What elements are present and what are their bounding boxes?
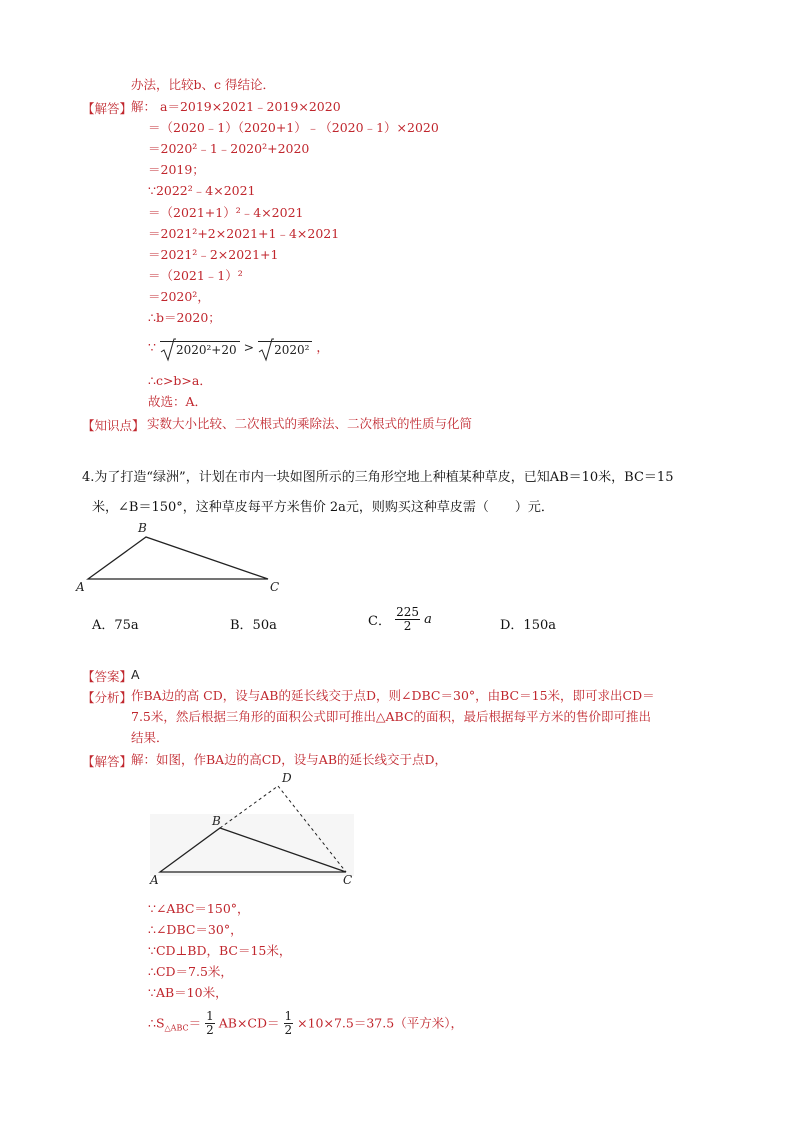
- solution-tag-2: 【解答】: [82, 754, 133, 769]
- step-4: ∵AB＝10米，: [148, 985, 228, 1000]
- sqrt-right: 2020²: [258, 338, 312, 358]
- area-formula: $\therefore S_{\triangle ABC}=$ $\frac{1}{2}$ AB×CD＝ $\frac{1}{2}$ ×10×7.5＝37.5（平方米），: [148, 1009, 463, 1037]
- option-a: A．75a: [92, 618, 139, 633]
- answer-value: A: [131, 667, 140, 682]
- analysis-line-1: 作BA边的高 CD，设与AB的延长线交于点D，则∠DBC＝30°，由BC＝15米，即可求出CD＝: [131, 688, 655, 703]
- solution-line-6: ＝2021²+2×2021+1﹣4×2021: [148, 226, 340, 241]
- analysis-line-3: 结果．: [131, 730, 169, 745]
- solution-line-4: ∵2022²﹣4×2021: [148, 183, 256, 198]
- solution-intro: 解：如图，作BA边的高CD，设与AB的延长线交于点D，: [131, 752, 448, 767]
- option-b: B．50a: [230, 618, 277, 633]
- fig2-label-c: C: [343, 873, 353, 887]
- greater-than: >: [243, 339, 255, 355]
- sqrt-sign-icon: [258, 338, 274, 362]
- solution-line-9: ＝2020²，: [148, 289, 210, 304]
- fig1-label-a: A: [76, 580, 85, 594]
- fig1-label-c: C: [270, 580, 280, 594]
- solution-line-1: ＝（2020﹣1）（2020+1）﹣（2020﹣1）×2020: [148, 120, 439, 135]
- fig2-label-b: B: [212, 814, 221, 828]
- question-line-2: 米，∠B＝150°，这种草皮每平方米售价 2a元，则购买这种草皮需（ ）元．: [92, 500, 554, 515]
- area-fraction-1: $\frac{1}{2}$: [206, 1009, 214, 1037]
- sqrt-sign-icon: [160, 338, 176, 362]
- step-2: ∵CD⊥BD，BC＝15米，: [148, 943, 292, 958]
- solution-line-2: ＝2020²﹣1﹣2020²+2020: [148, 141, 310, 156]
- analysis-line-2: 7.5米，然后根据三角形的面积公式即可推出△ABC的面积，最后根据每平方米的售价即可推出: [131, 709, 652, 724]
- solution-line-0: a＝2019×2021﹣2019×2020: [160, 99, 341, 114]
- fig2-label-d: D: [282, 771, 292, 785]
- area-fraction-2: $\frac{1}{2}$: [284, 1009, 293, 1037]
- option-c-fraction: $\frac{225}{2}$: [396, 605, 419, 633]
- option-d: D．150a: [500, 618, 556, 633]
- prev-intro: 办法，比较b、c 得结论．: [131, 77, 275, 92]
- final-choice: 故选：A．: [148, 394, 208, 409]
- knowledge-points: 实数大小比较、二次根式的乘除法、二次根式的性质与化简: [147, 416, 473, 431]
- step-3: ∴CD＝7.5米，: [148, 964, 233, 979]
- question-line-1: 4.为了打造“绿洲”，计划在市内一块如图所示的三角形空地上种植某种草皮，已知AB＝10米，BC＝15: [82, 470, 674, 485]
- solution-line-8: ＝（2021﹣1）²: [148, 268, 243, 283]
- solution-jie: 解：: [131, 99, 157, 114]
- solution-line-10: ∴b＝2020；: [148, 310, 221, 325]
- fig2-label-a: A: [150, 873, 159, 887]
- solution-line-5: ＝（2021+1）²﹣4×2021: [148, 205, 304, 220]
- knowledge-tag: 【知识点】: [82, 418, 145, 433]
- answer-tag: 【答案】: [82, 669, 133, 684]
- solution-line-7: ＝2021²﹣2×2021+1: [148, 247, 279, 262]
- solution-tag: 【解答】: [82, 101, 133, 116]
- analysis-tag: 【分析】: [82, 690, 133, 705]
- sqrt-left: 2020²+20: [160, 338, 240, 358]
- step-0: ∵∠ABC＝150°，: [148, 901, 250, 916]
- radical-comparison: ∵ 2020²+20 > 2020² ，: [148, 338, 329, 358]
- because-symbol: ∵: [148, 339, 156, 355]
- option-c: C． $\frac{225}{2}$ a: [368, 605, 432, 633]
- fig1-label-b: B: [138, 521, 147, 535]
- conclusion: ∴c>b>a．: [148, 373, 212, 388]
- step-1: ∴∠DBC＝30°，: [148, 922, 243, 937]
- solution-triangle-figure: [140, 770, 370, 890]
- question-triangle-figure: [70, 520, 290, 600]
- solution-line-3: ＝2019；: [148, 162, 205, 177]
